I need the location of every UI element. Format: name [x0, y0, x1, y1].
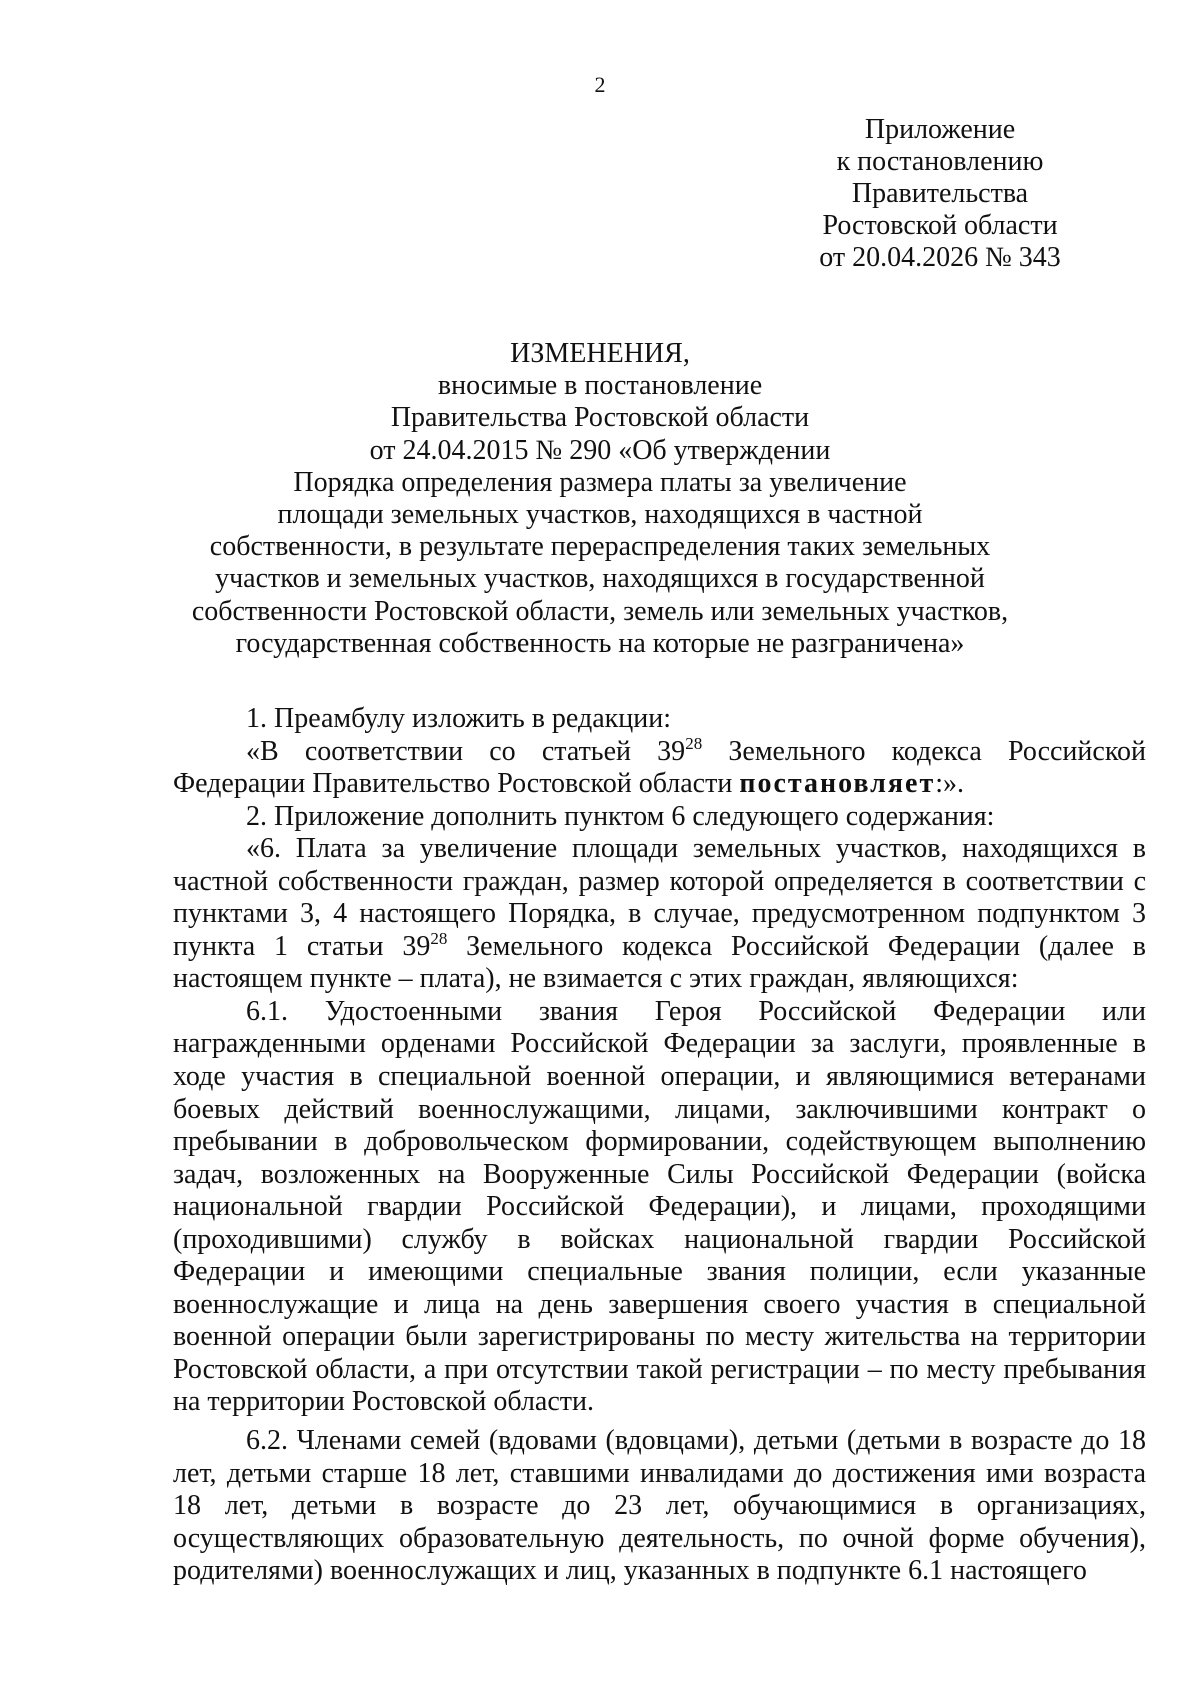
paragraph-2-text-c: :». [935, 768, 964, 800]
paragraph-2-text-b: Земельного кодекса Российской Федерации Правительство Ростовской области [173, 735, 1146, 800]
superscript: 28 [685, 733, 703, 753]
title-line: Правительства Ростовской области [390, 402, 810, 434]
paragraph-4 [173, 833, 1146, 996]
paragraph-2-text-a: «В соответствии со статьей 39 [246, 735, 686, 767]
appendix-block [790, 114, 1090, 274]
title-line: от 24.04.2015 № 290 «Об утверждении [369, 434, 831, 466]
paragraph-6-2: 6.2. Членами семей (вдовами (вдовцами), детьми (детьми в возрасте до 18 лет, детьми старше 18 лет, ставшими инвалидами до достижения ими возраста 18 лет, детьми в возрасте до 23 лет, обучающимися в организациях, осуществляющих образовательную деятельность, по очной форме обучения), родителями) военнослужащих и лиц, указанных в подпункте 6.1 настоящего [173, 1425, 1146, 1587]
title-line: собственности Ростовской области, земель или земельных участков, [191, 595, 1009, 627]
title-line: государственная собственность на которые не разграничена» [235, 627, 965, 659]
page-number: 2 [594, 72, 606, 97]
title-line: площади земельных участков, находящихся в частной [277, 499, 923, 531]
title-line: вносимые в постановление [437, 370, 763, 402]
appendix-line: Приложение [864, 114, 1016, 145]
paragraph-2 [173, 733, 1146, 801]
appendix-line: Ростовской области [822, 210, 1058, 241]
appendix-line: к постановлению [836, 146, 1044, 177]
emphasis-text: постановляет [739, 768, 936, 800]
paragraph-1: 1. Преамбулу изложить в редакции: [246, 703, 672, 734]
paragraph-4-text-a: «6. Плата за увеличение площади земельных участков, находящихся в частной собственности граждан, размер которой определяется в соответствии с пунктами 3, 4 настоящего Порядка, в случае, предусмотренном подпунктом 3 пункта 1 статьи 39 [173, 833, 1146, 962]
document-title [160, 338, 1040, 660]
title-line: собственности, в результате перераспределения таких земельных [209, 531, 991, 563]
title-line: участков и земельных участков, находящихся в государственной [215, 563, 985, 595]
paragraph-4-text-b: Земельного кодекса Российской Федерации (далее в настоящем пункте – плата), не взимается с этих граждан, являющихся: [173, 930, 1146, 995]
paragraph-3: 2. Приложение дополнить пунктом 6 следующего содержания: [246, 800, 995, 832]
title-heading: ИЗМЕНЕНИЯ, [510, 338, 690, 369]
appendix-line: от 20.04.2026 № 343 [819, 242, 1061, 273]
appendix-line: Правительства [851, 178, 1029, 209]
title-line: Порядка определения размера платы за увеличение [293, 466, 907, 498]
document-body [173, 703, 1146, 1588]
paragraph-6-1: 6.1. Удостоенными звания Героя Российской Федерации или награжденными орденами Российской Федерации за заслуги, проявленные в ходе участия в специальной военной операции, и являющимися ветеранами боевых действий военнослужащими, лицами, заключившими контракт о пребывании в добровольческом формировании, содействующем выполнению задач, возложенных на Вооруженные Силы Российской Федерации (войска национальной гвардии Российской Федерации), и лицами, проходящими (проходившими) службу в войсках национальной гвардии Российской Федерации и имеющими специальные звания полиции, если указанные военнослужащие и лица на день завершения своего участия в специальной военной операции были зарегистрированы по месту жительства на территории Ростовской области, а при отсутствии такой регистрации – по месту пребывания на территории Ростовской области. [173, 995, 1146, 1418]
superscript: 28 [430, 928, 448, 948]
